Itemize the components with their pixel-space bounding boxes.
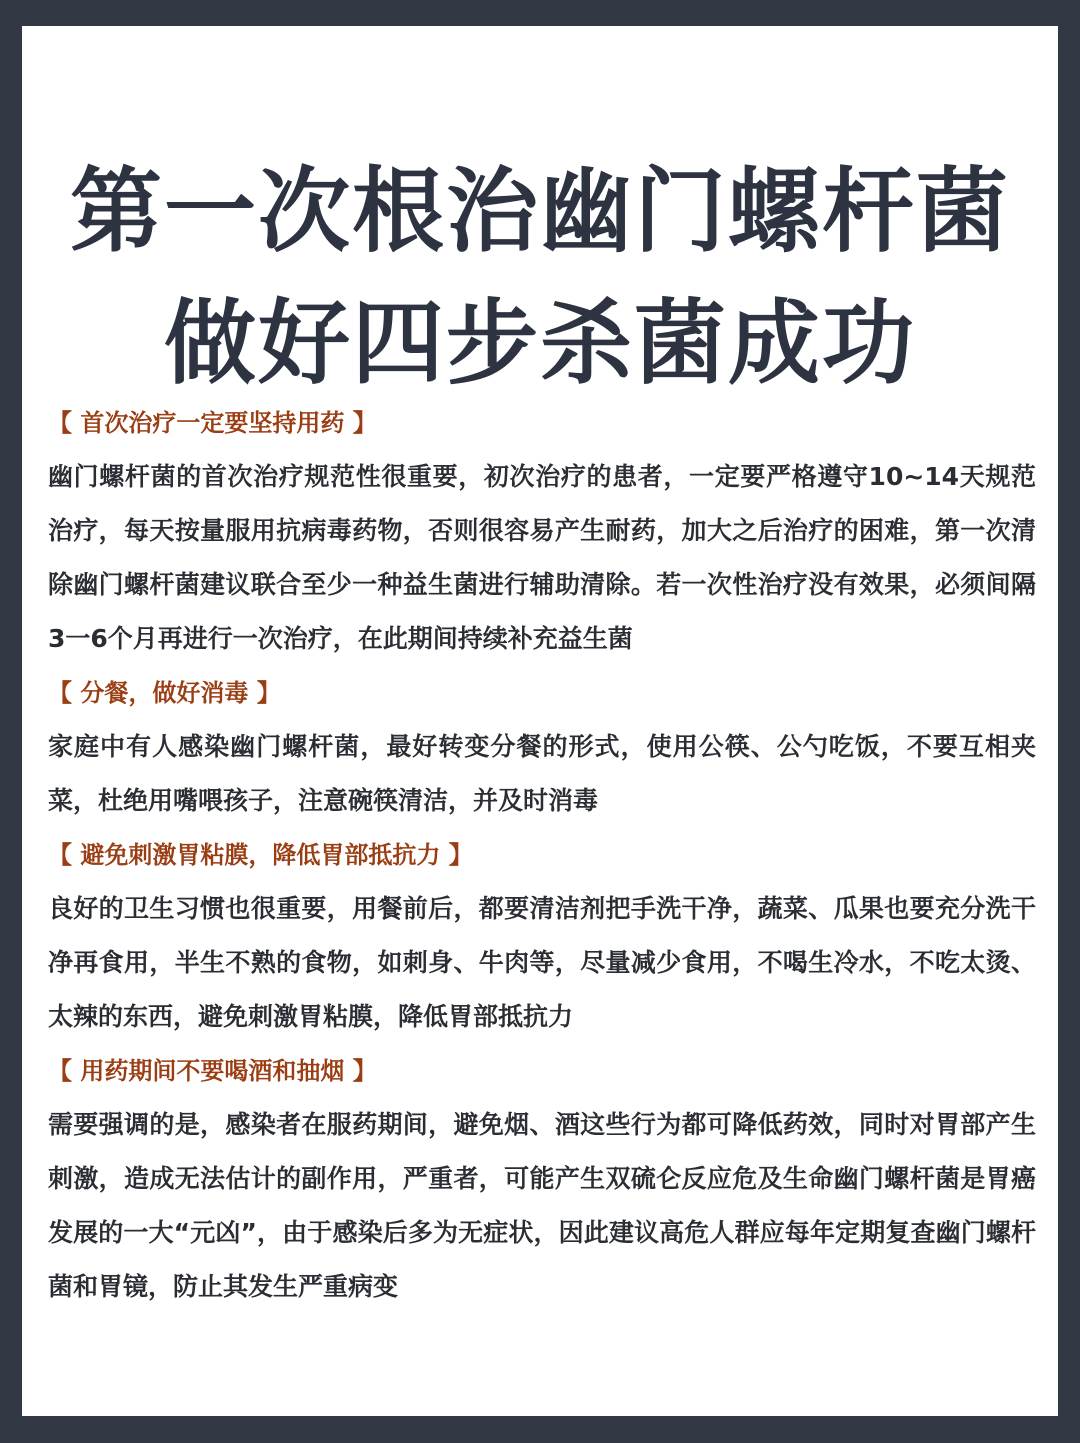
article-content (48, 396, 1036, 1314)
section-body-separate-meals: 家庭中有人感染幽门螺杆菌，最好转变分餐的形式，使用公筷、公勺吃饭，不要互相夹菜，杜绝用嘴喂孩子，注意碗筷清洁，并及时消毒 (48, 732, 1036, 815)
section-heading-stomach-protection: 【 避免刺激胃粘膜，降低胃部抵抗力 】 (48, 841, 473, 869)
section-heading-separate-meals: 【 分餐，做好消毒 】 (48, 679, 281, 707)
article-card (22, 26, 1058, 1416)
section-heading-first-treatment: 【 首次治疗一定要坚持用药 】 (48, 409, 377, 437)
section-body-stomach-protection: 良好的卫生习惯也很重要，用餐前后，都要清洁剂把手洗干净，蔬菜、瓜果也要充分洗干净再食用，半生不熟的食物，如刺身、牛肉等，尽量减少食用，不喝生冷水，不吃太烫、太辣的东西，避免刺激胃粘膜，降低胃部抵抗力 (48, 894, 1036, 1031)
section-body-first-treatment: 幽门螺杆菌的首次治疗规范性很重要，初次治疗的患者，一定要严格遵守10~14天规范治疗，每天按量服用抗病毒药物，否则很容易产生耐药，加大之后治疗的困难，第一次清除幽门螺杆菌建议联合至少一种益生菌进行辅助清除。若一次性治疗没有效果，必须间隔3一6个月再进行一次治疗，在此期间持续补充益生菌 (48, 462, 1036, 653)
section-heading-no-alcohol-smoking: 【 用药期间不要喝酒和抽烟 】 (48, 1057, 377, 1085)
section-body-no-alcohol-smoking: 需要强调的是，感染者在服药期间，避免烟、酒这些行为都可降低药效，同时对胃部产生刺激，造成无法估计的副作用，严重者，可能产生双硫仑反应危及生命幽门螺杆菌是胃癌发展的一大“元凶”，由于感染后多为无症状，因此建议高危人群应每年定期复查幽门螺杆菌和胃镜，防止其发生严重病变 (48, 1110, 1036, 1301)
page-title-line-1: 第一次根治幽门螺杆菌 (69, 158, 1010, 265)
page-title-line-2: 做好四步杀菌成功 (163, 290, 916, 397)
